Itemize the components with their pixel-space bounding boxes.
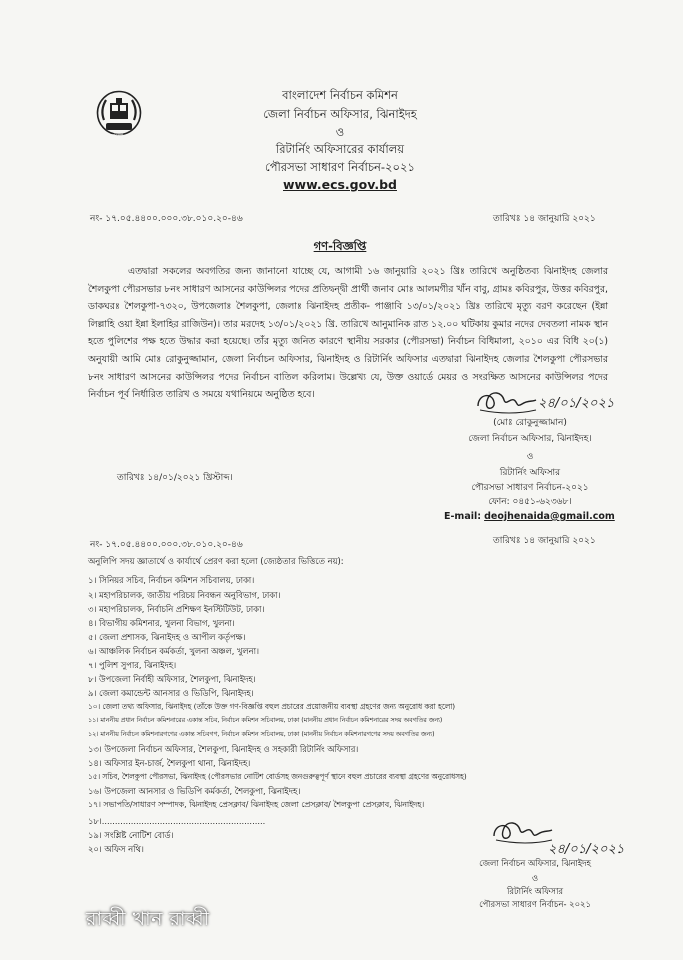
- signer-role-2: রিটার্নিং অফিসার: [507, 886, 563, 896]
- signature-date-2: ২৪/০১/২০২১: [548, 842, 625, 857]
- list-item: ৯। জেলা কমান্ডেন্ট আনসার ও ভিডিপি, ঝিনাইদহ।: [88, 688, 254, 698]
- signer-designation: জেলা নির্বাচন অফিসার, ঝিনাইদহ।: [468, 434, 592, 444]
- signer-name: (মোঃ রোকুনুজ্জামান): [493, 418, 567, 428]
- email-row: [444, 511, 615, 522]
- list-item: ৩। মহাপরিচালক, নির্বাচনি প্রশিক্ষণ ইনস্টিটিউট, ঢাকা।: [88, 604, 265, 614]
- list-item: ১৯। সংশ্লিষ্ট নোটিশ বোর্ড।: [88, 830, 174, 840]
- list-item: ১৭। সভাপতি/সাধারণ সম্পাদক, ঝিনাইদহ প্রেসক্লাব/ ঝিনাইদহ জেলা প্রেসক্লাব/ শৈলকুপা প্রেসক্লাব, ঝিনাইদহ।: [88, 800, 425, 809]
- notice-title: গণ-বিজ্ঞপ্তি: [313, 239, 367, 253]
- list-item: ৮। উপজেলা নির্বাহী অফিসার, শৈলকুপা, ঝিনাইদহ।: [88, 674, 256, 684]
- list-item: ২০। অফিস নথি।: [88, 844, 144, 854]
- signer-election-2: পৌরসভা সাধারণ নির্বাচন- ২০২১: [479, 899, 591, 909]
- signer-election: পৌরসভা সাধারণ নির্বাচন-২০২১: [471, 483, 589, 493]
- list-item: ২। মহাপরিচালক, জাতীয় পরিচয় নিবন্ধন অনুবিভাগ, ঢাকা।: [88, 590, 281, 600]
- list-item: ১১। মাননীয় প্রধান নির্বাচন কমিশনারের একান্ত সচিব, নির্বাচন কমিশন সচিবালয়, ঢাকা (মাননীয় প্রধান নির্বাচন কমিশনারের সদয় অবগতির জন্য): [88, 717, 443, 724]
- office-name: জেলা নির্বাচন অফিসার, ঝিনাইদহ: [263, 107, 417, 121]
- list-item: ১৮।..............................................................: [88, 816, 266, 826]
- list-item: ১৪। অফিসার ইন-চার্জ, শৈলকুপা থানা, ঝিনাইদহ।: [88, 758, 251, 768]
- office-phone: ফোন: ০৪৫১-৬২৩৬৮।: [488, 497, 572, 507]
- list-item: ৬। আঞ্চলিক নির্বাচন কর্মকর্তা, খুলনা অঞ্চল, খুলনা।: [88, 646, 259, 656]
- list-item: ১৫। সচিব, শৈলকুপা পৌরসভা, ঝিনাইদহ (পৌরসভার নোটিশ বোর্ডসহ জনগুরুত্বপূর্ণ স্থানে বহুল প্রচারের ব্যবস্থা গ্রহণের অনুরোধসহ): [88, 772, 467, 781]
- signature-date: ২৪/০১/২০২১: [538, 396, 615, 411]
- list-item: ৭। পুলিশ সুপার, ঝিনাইদহ।: [88, 660, 177, 670]
- memo-number-copy: নং- ১৭.০৫.৪৪০০.০০০.৩৮.০১০.২০-৪৬: [90, 540, 243, 550]
- signer-conjunction: ও: [526, 452, 534, 462]
- memo-number: নং- ১৭.০৫.৪৪০০.০০০.৩৮.০১০.২০-৪৬: [90, 214, 243, 224]
- logo-ribbon-text: বাংলাদেশ: [104, 133, 124, 139]
- list-item: ১২। মাননীয় নির্বাচন কমিশনারগণের একান্ত সচিবগণ, নির্বাচন কমিশন সচিবালয়, ঢাকা (মাননীয় নির্বাচন কমিশনারগণের সদয় অবগতির জন্য): [88, 731, 435, 738]
- notice-paragraph: এতদ্বারা সকলের অবগতির জন্য জানানো যাচ্ছে যে, আগামী ১৬ জানুয়ারি ২০২১ খ্রিঃ তারিখে অনুষ্ঠিতব্য ঝিনাইদহ জেলার শৈলকুপা পৌরসভার ৮নং সাধারণ আসনের কাউন্সিলর পদের প্রতিদ্বন্দ্বী প্রার্থী জনাব মোঃ আলমগীর খাঁন বাবু, গ্রামঃ কবিরপুর, উত্তর কবিরপুর, ডাকঘরঃ শৈলকুপা-৭৩২০, উপজেলাঃ শৈলকুপা, জেলাঃ ঝিনাইদহ প্রতীক- পাঞ্জাবি ১৩/০১/২০২১ খ্রিঃ তারিখে মৃত্যু বরণ করেছেন (ইন্না লিল্লাহি ওয়া ইন্না ইলাহির রাজিউন)। তার মরদেহ ১৩/০১/২০২১ খ্রি. তারিখে আনুমানিক রাত ১২.০০ ঘটিকায় কুমার নদের দেবতলা নামক স্থান হতে পুলিশের পক্ষ হতে উদ্ধার করা হয়েছে। তাঁর মৃত্যু জনিত কারণে স্থানীয় সরকার (পৌরসভা) নির্বাচন বিধিমালা, ২০১০ এর বিধি ২০(১) অনুযায়ী আমি মোঃ রোকুনুজ্জামান, জেলা নির্বাচন অফিসার, ঝিনাইদহ ও রিটার্নিং অফিসার এতদ্বারা ঝিনাইদহ জেলার শৈলকুপা পৌরসভার ৮নং সাধারণ আসনের কাউন্সিলর পদের নির্বাচন বাতিল করিলাম। উল্লেখ্য যে, উক্ত ওয়ার্ডে মেয়র ও সংরক্ষিত আসনের কাউন্সিলর পদের নির্বাচন পূর্ব নির্ধারিত তারিখ ও সময়ে যথানিয়মে অনুষ্ঠিত হবে।: [88, 266, 608, 401]
- signer-conjunction-2: ও: [531, 873, 539, 883]
- signer-role: রিটার্নিং অফিসার: [499, 468, 561, 478]
- issue-date: তারিখঃ ১৪/০১/২০২১ খ্রিস্টাব্দ।: [117, 473, 233, 483]
- website-link[interactable]: www.ecs.gov.bd: [283, 177, 397, 192]
- list-item: ৪। বিভাগীয় কমিশনার, খুলনা বিভাগ, খুলনা।: [88, 618, 235, 628]
- email-link[interactable]: deojhenaida@gmail.com: [484, 511, 615, 522]
- email-label: E-mail:: [444, 511, 482, 522]
- list-item: ১৬। উপজেলা আনসার ও ভিডিপি কর্মকর্তা, শৈলকুপা, ঝিনাইদহ।: [88, 786, 301, 796]
- memo-date: তারিখঃ ১৪ জানুয়ারি ২০২১: [493, 214, 596, 224]
- election-name: পৌরসভা সাধারণ নির্বাচন-২০২১: [265, 160, 415, 174]
- copy-intro: অনুলিপি সদয় জ্ঞাতার্থে ও কার্যার্থে প্রেরণ করা হলো (জ্যেষ্ঠতার ভিত্তিতে নয়):: [88, 556, 344, 566]
- list-item: ১। সিনিয়র সচিব, নির্বাচন কমিশন সচিবালয়, ঢাকা।: [88, 575, 255, 585]
- returning-office: রিটার্নিং অফিসারের কার্যালয়: [275, 142, 405, 156]
- election-commission-logo: [96, 90, 142, 136]
- list-item: ১৩। উপজেলা নির্বাচন অফিসার, শৈলকুপা, ঝিনাইদহ ও সহকারী রিটার্নিং অফিসার।: [88, 744, 359, 754]
- conjunction: ও: [335, 125, 345, 139]
- watermark: রাব্বী খান রাব্বী: [86, 908, 210, 930]
- list-item: ১০। জেলা তথ্য অফিসার, ঝিনাইদহ (তাঁকে উক্ত গণ-বিজ্ঞপ্তি বহুল প্রচারের প্রয়োজনীয় ব্যবস্থা গ্রহণের জন্য অনুরোধ করা হলো): [88, 702, 456, 711]
- signer-designation-2: জেলা নির্বাচন অফিসার, ঝিনাইদহ: [479, 858, 591, 868]
- list-item: ৫। জেলা প্রশাসক, ঝিনাইদহ ও আপীল কর্তৃপক্ষ।: [88, 632, 246, 642]
- org-name: বাংলাদেশ নির্বাচন কমিশন: [282, 88, 398, 102]
- memo-date-copy: তারিখঃ ১৪ জানুয়ারি ২০২১: [493, 536, 596, 546]
